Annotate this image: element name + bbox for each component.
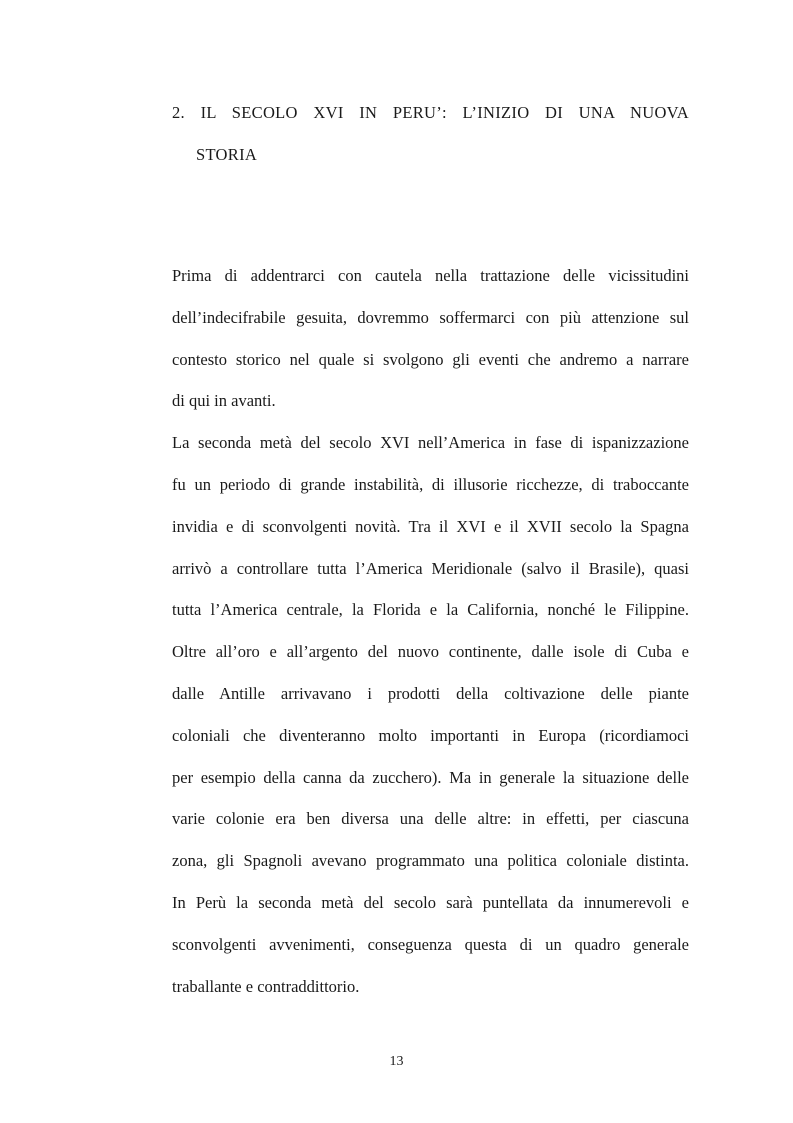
text-line: varie colonie era ben diversa una delle altre: in effetti, per ciascuna <box>172 809 689 829</box>
text-line: sconvolgenti avvenimenti, conseguenza questa di un quadro generale <box>172 934 689 954</box>
text-line: di qui in avanti. <box>172 391 276 411</box>
text-line: traballante e contraddittorio. <box>172 976 360 996</box>
page-number: 13 <box>389 1054 404 1069</box>
text-line: fu un periodo di grande instabilità, di illusorie ricchezze, di traboccante <box>172 474 689 494</box>
text-line: Prima di addentrarci con cautela nella trattazione delle vicissitudini <box>172 266 689 285</box>
text-line: per esempio della canna da zucchero). Ma in generale la situazione delle <box>172 767 689 787</box>
text-line: zona, gli Spagnoli avevano programmato una politica coloniale distinta. <box>172 851 689 871</box>
text-line: tutta l’America centrale, la Florida e la California, nonché le Filippine. <box>172 600 689 620</box>
text-line: invidia e di sconvolgenti novità. Tra il XVI e il XVII secolo la Spagna <box>172 516 689 536</box>
text-line: dell’indecifrabile gesuita, dovremmo soffermarci con più attenzione sul <box>172 307 689 327</box>
text-line: La seconda metà del secolo XVI nell’America in fase di ispanizzazione <box>172 433 689 453</box>
text-line: contesto storico nel quale si svolgono gli eventi che andremo a narrare <box>172 349 689 369</box>
chapter-heading-line-1: 2. IL SECOLO XVI IN PERU’: L’INIZIO DI UNA NUOVA <box>172 103 689 122</box>
text-line: Oltre all’oro e all’argento del nuovo continente, dalle isole di Cuba e <box>172 642 689 662</box>
chapter-heading <box>172 92 689 176</box>
chapter-heading-line-2: STORIA <box>196 145 258 164</box>
text-line: In Perù la seconda metà del secolo sarà puntellata da innumerevoli e <box>172 892 689 912</box>
paragraph-1 <box>172 255 689 422</box>
text-line: coloniali che diventeranno molto importanti in Europa (ricordiamoci <box>172 725 689 745</box>
paragraph-2 <box>172 422 689 1007</box>
text-line: arrivò a controllare tutta l’America Meridionale (salvo il Brasile), quasi <box>172 558 689 578</box>
body-text <box>172 255 689 1007</box>
text-line: dalle Antille arrivavano i prodotti della coltivazione delle piante <box>172 683 689 703</box>
